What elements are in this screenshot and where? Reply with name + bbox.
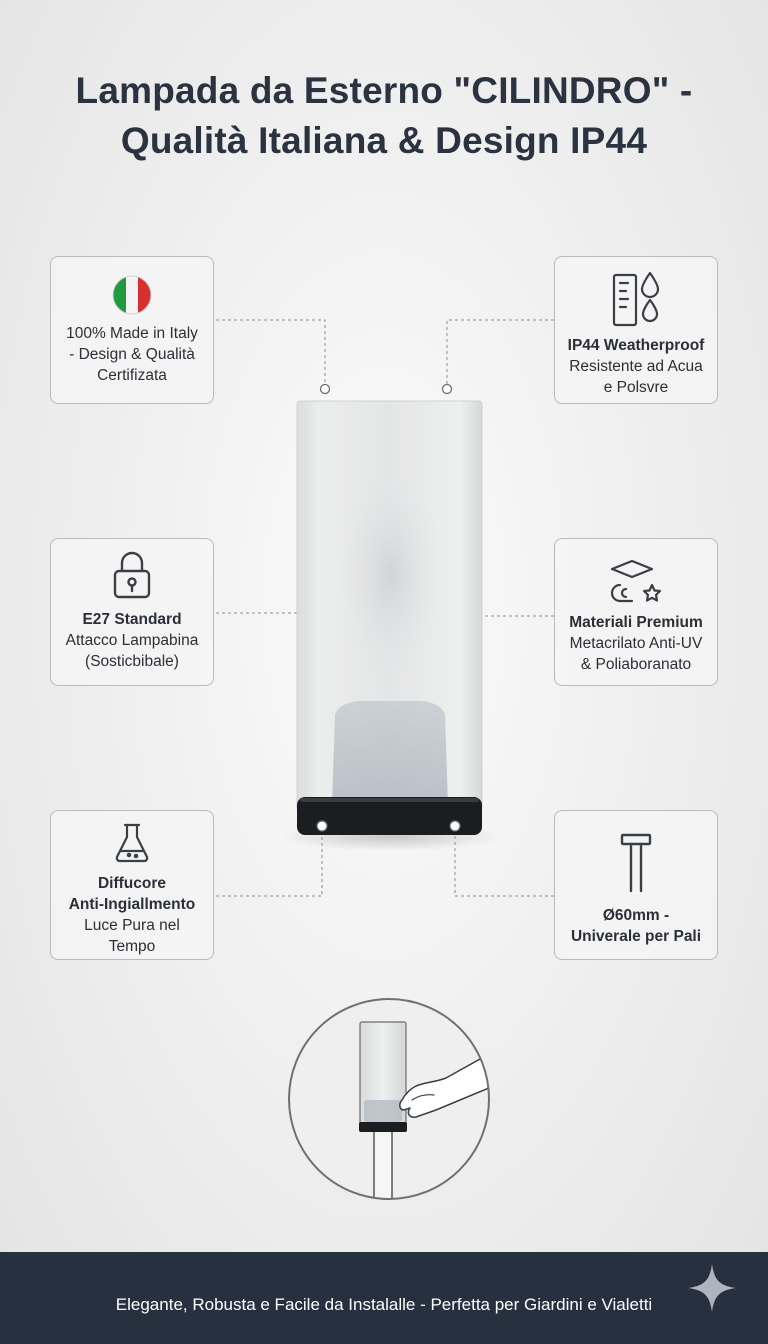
connector-made-in-italy [216, 320, 325, 384]
diameter-line-1: Ø60mm - [602, 907, 670, 924]
feature-card-ip44 [554, 256, 718, 404]
installation-detail-illustration [286, 996, 492, 1207]
lamp-glow [335, 475, 445, 695]
ip44-line-3: e Polsvre [603, 379, 669, 396]
diffuser-line-4: Tempo [108, 938, 156, 955]
feature-card-e27 [50, 538, 214, 686]
detail-lamp-base [359, 1122, 407, 1132]
sparkle-icon [686, 1262, 738, 1314]
e27-line-1: E27 Standard [82, 611, 182, 628]
lock-icon [110, 549, 154, 601]
flask-icon [112, 821, 152, 865]
made-in-italy-line-1: 100% Made in Italy [66, 325, 198, 342]
connector-ip44 [447, 320, 554, 384]
e27-line-3: (Sosticbibale) [85, 653, 179, 670]
footer-tagline: Elegante, Robusta e Facile da Instalalle - Perfetta per Giardini e Vialetti [115, 1295, 653, 1314]
diffuser-line-1: Diffucore [97, 875, 167, 892]
connector-dot-diffuser [317, 821, 327, 831]
made-in-italy-line-3: Certifizata [97, 367, 167, 384]
made-in-italy-line-2: - Design & Qualità [69, 346, 195, 363]
ip44-line-2: Resistente ad Acua [569, 358, 703, 375]
diffuser-line-2: Anti-Ingiallmento [68, 896, 196, 913]
materials-icon [606, 555, 666, 607]
italy-flag-icon [112, 275, 152, 315]
materials-line-3: & Poliaboranato [580, 656, 692, 673]
diameter-line-2: Univerale per Pali [570, 928, 702, 945]
title-line-2: Qualità Italiana & Design IP44 [120, 120, 648, 161]
diffuser-line-3: Luce Pura nel [84, 917, 180, 934]
detail-pole [374, 1130, 392, 1202]
materials-line-1: Materiali Premium [569, 614, 703, 631]
title-line-1: Lampada da Esterno "CILINDRO" - [75, 70, 693, 111]
feature-card-diffuser [50, 810, 214, 960]
feature-card-materials [554, 538, 718, 686]
e27-line-2: Attacco Lampabina [65, 632, 199, 649]
pole-icon [616, 831, 656, 895]
connector-dot-diameter [450, 821, 460, 831]
lamp-socket [332, 701, 448, 805]
feature-card-diameter [554, 810, 718, 960]
footer-banner [0, 1252, 768, 1344]
feature-card-made-in-italy [50, 256, 214, 404]
lamp-illustration [280, 385, 500, 855]
ip44-line-1: IP44 Weatherproof [567, 337, 705, 354]
water-drops-icon [608, 267, 664, 329]
materials-line-2: Metacrilato Anti-UV [569, 635, 703, 652]
